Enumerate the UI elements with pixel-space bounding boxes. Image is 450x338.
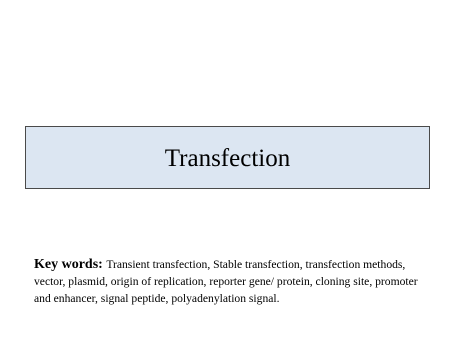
keywords-text: Transient transfection, Stable transfection, transfection methods, vector, plasmid, origin of replication, reporter gene/ protein, cloning site, promoter and enhancer, signal peptide, polyadenylation signal. bbox=[34, 258, 418, 305]
keywords-label: Key words: bbox=[34, 257, 107, 272]
slide-title: Transfection bbox=[164, 144, 291, 172]
title-box bbox=[25, 126, 430, 189]
keywords-paragraph bbox=[34, 256, 426, 307]
